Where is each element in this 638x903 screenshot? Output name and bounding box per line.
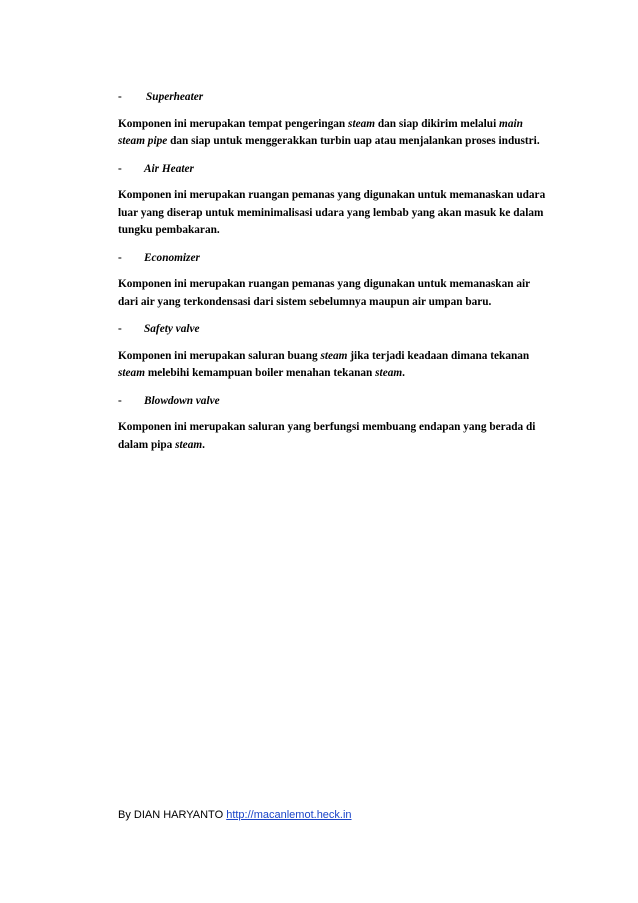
list-dash: - <box>118 323 122 335</box>
section-heading <box>118 321 548 339</box>
section-paragraph <box>118 419 548 454</box>
paragraph-text: Komponen ini merupakan saluran yang berfungsi membuang endapan yang berada di dalam pipa <box>118 421 536 451</box>
footer-link[interactable]: http://macanlemot.heck.in <box>226 809 352 821</box>
paragraph-text: melebihi kemampuan boiler menahan tekanan <box>145 367 376 379</box>
document-body <box>118 89 548 464</box>
italic-term: steam <box>375 367 403 379</box>
paragraph-text: jika terjadi keadaan dimana tekanan <box>347 349 530 362</box>
paragraph-text: Komponen ini merupakan saluran buang <box>118 349 321 362</box>
section-paragraph <box>118 187 548 240</box>
italic-term: steam <box>118 367 145 379</box>
page-footer <box>118 808 352 822</box>
italic-term: steam <box>175 438 203 451</box>
section-title: Superheater <box>146 91 204 103</box>
list-dash: - <box>118 91 122 103</box>
section-title: Blowdown valve <box>144 394 220 407</box>
section-title: Air Heater <box>144 162 194 175</box>
section-paragraph <box>118 276 548 311</box>
paragraph-text: Komponen ini merupakan ruangan pemanas yang digunakan untuk memanaskan air dari air yang terkondensasi dari sistem sebelumnya maupun air umpan baru. <box>118 278 530 308</box>
section-title: Economizer <box>144 251 200 264</box>
italic-term: steam <box>348 117 376 130</box>
section-heading <box>118 250 548 268</box>
section-title: Safety valve <box>144 323 200 335</box>
italic-term: steam <box>320 349 348 362</box>
section-paragraph <box>118 116 548 151</box>
italic-term: main steam pipe <box>118 117 523 147</box>
paragraph-text: dan siap dikirim melalui <box>375 117 500 130</box>
section-heading <box>118 161 548 179</box>
list-dash: - <box>118 394 122 407</box>
section-heading <box>118 393 548 411</box>
paragraph-text: Komponen ini merupakan tempat pengeringan <box>118 117 349 130</box>
paragraph-text: Komponen ini merupakan ruangan pemanas yang digunakan untuk memanaskan udara luar yang diserap untuk meminimalisasi udara yang lembab yang akan masuk ke dalam tungku pembakaran. <box>118 189 546 236</box>
paragraph-text: dan siap untuk menggerakkan turbin uap atau menjalankan proses industri. <box>167 135 540 147</box>
footer-author: By DIAN HARYANTO <box>118 809 227 821</box>
section-heading <box>118 89 548 107</box>
section-paragraph <box>118 348 548 383</box>
list-dash: - <box>118 251 122 264</box>
paragraph-text: . <box>202 438 205 451</box>
paragraph-text: . <box>402 367 405 379</box>
list-dash: - <box>118 162 122 175</box>
